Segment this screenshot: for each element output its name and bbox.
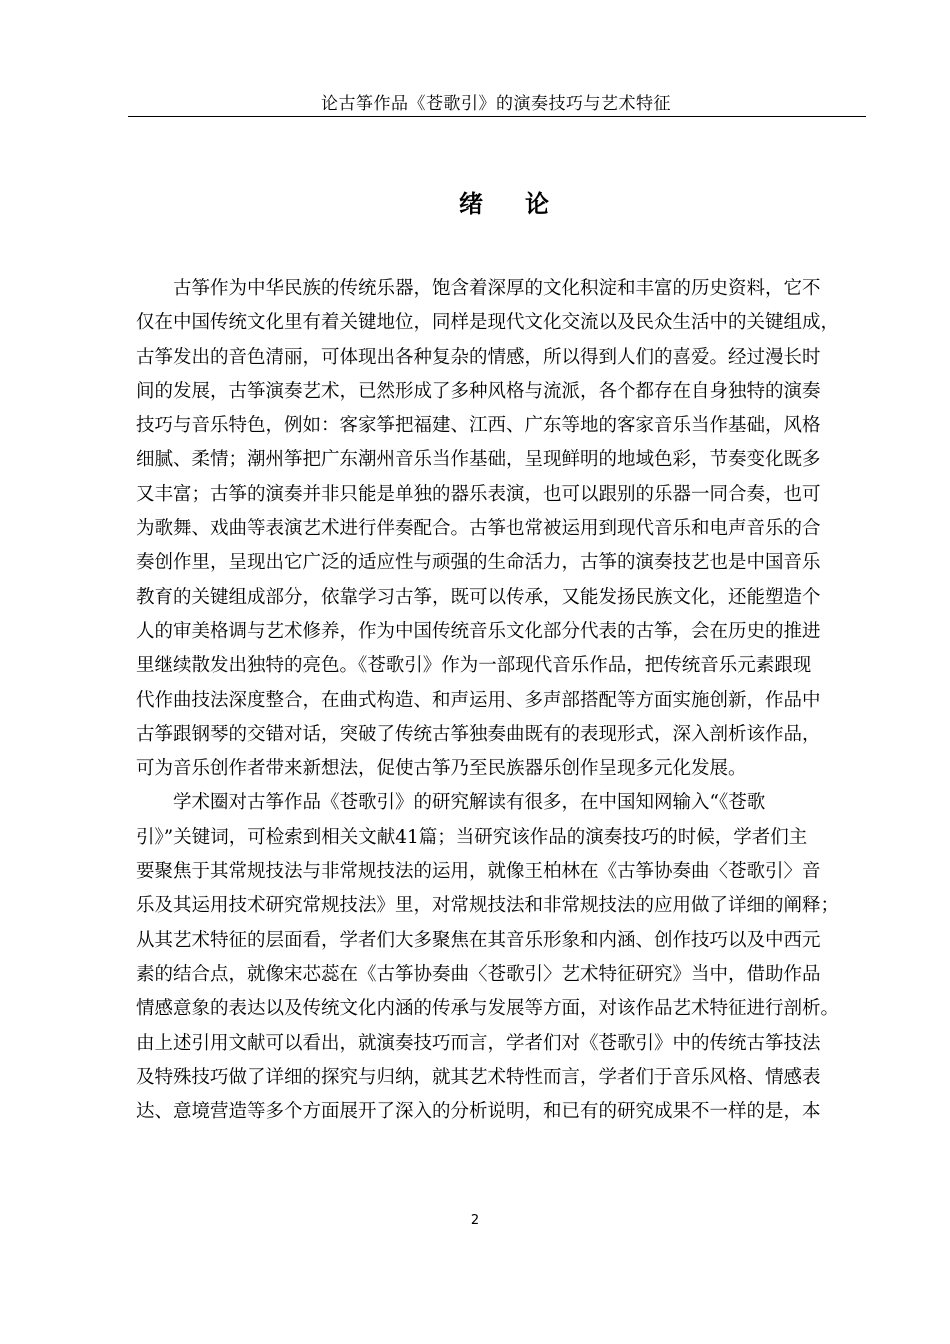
text-line: 间的发展，古筝演奏艺术，已然形成了多种风格与流派，各个都存在自身独特的演奏 [136,380,821,402]
text-line: 学术圈对古筝作品《苍歌引》的研究解读有很多，在中国知网输入“《苍歌 [173,792,766,814]
running-header: 论古筝作品《苍歌引》的演奏技巧与艺术特征 [321,94,671,114]
text-line: 教育的关键组成部分，依靠学习古筝，既可以传承，又能发扬民族文化，还能塑造个 [136,586,821,608]
text-line: 奏创作里，呈现出它广泛的适应性与顽强的生命活力，古筝的演奏技艺也是中国音乐 [136,552,821,574]
header-divider [128,116,866,117]
section-title: 绪论 [459,190,591,218]
text-line: 从其艺术特征的层面看，学者们大多聚焦在其音乐形象和内涵、创作技巧以及中西元 [136,929,821,951]
text-line: 古筝跟钢琴的交错对话，突破了传统古筝独奏曲既有的表现形式，深入剖析该作品， [136,723,821,745]
text-line: 里继续散发出独特的亮色。《苍歌引》作为一部现代音乐作品，把传统音乐元素跟现 [136,655,812,677]
text-line: 素的结合点，就像宋芯蕊在《古筝协奏曲〈苍歌引〉艺术特征研究》当中，借助作品 [136,963,821,985]
text-line: 古筝作为中华民族的传统乐器，饱含着深厚的文化积淀和丰富的历史资料，它不 [173,278,821,299]
text-line: 达、意境营造等多个方面展开了深入的分析说明，和已有的研究成果不一样的是，本 [136,1101,821,1123]
text-line: 又丰富；古筝的演奏并非只能是单独的器乐表演，也可以跟别的乐器一同合奏，也可 [136,483,821,505]
text-line: 由上述引用文献可以看出，就演奏技巧而言，学者们对《苍歌引》中的传统古筝技法 [136,1032,821,1054]
text-line: 细腻、柔情；潮州筝把广东潮州音乐当作基础，呈现鲜明的地域色彩，节奏变化既多 [136,449,821,471]
page-number: 2 [470,1213,480,1228]
paragraph [136,786,856,1129]
paragraph [136,272,856,786]
text-line: 及特殊技巧做了详细的探究与归纳，就其艺术特性而言，学者们于音乐风格、情感表 [136,1066,821,1088]
text-line: 可为音乐创作者带来新想法，促使古筝乃至民族器乐创作呈现多元化发展。 [136,758,747,780]
text-line: 乐及其运用技术研究常规技法》里，对常规技法和非常规技法的应用做了详细的阐释； [136,895,840,917]
text-line: 引》”关键词，可检索到相关文献41篇；当研究该作品的演奏技巧的时候，学者们主 [136,826,808,848]
text-line: 人的审美格调与艺术修养，作为中国传统音乐文化部分代表的古筝，会在历史的推进 [136,620,821,642]
text-line: 要聚焦于其常规技法与非常规技法的运用，就像王柏林在《古筝协奏曲〈苍歌引〉音 [136,861,821,883]
text-line: 为歌舞、戏曲等表演艺术进行伴奏配合。古筝也常被运用到现代音乐和电声音乐的合 [136,518,821,540]
text-line: 情感意象的表达以及传统文化内涵的传承与发展等方面，对该作品艺术特征进行剖析。 [136,998,840,1020]
text-line: 古筝发出的音色清丽，可体现出各种复杂的情感，所以得到人们的喜爱。经过漫长时 [136,346,821,368]
text-line: 仅在中国传统文化里有着关键地位，同样是现代文化交流以及民众生活中的关键组成， [136,312,840,334]
text-line: 代作曲技法深度整合，在曲式构造、和声运用、多声部搭配等方面实施创新，作品中 [136,689,821,711]
text-line: 技巧与音乐特色，例如：客家筝把福建、江西、广东等地的客家音乐当作基础，风格 [136,415,821,437]
body-text [136,272,856,1129]
